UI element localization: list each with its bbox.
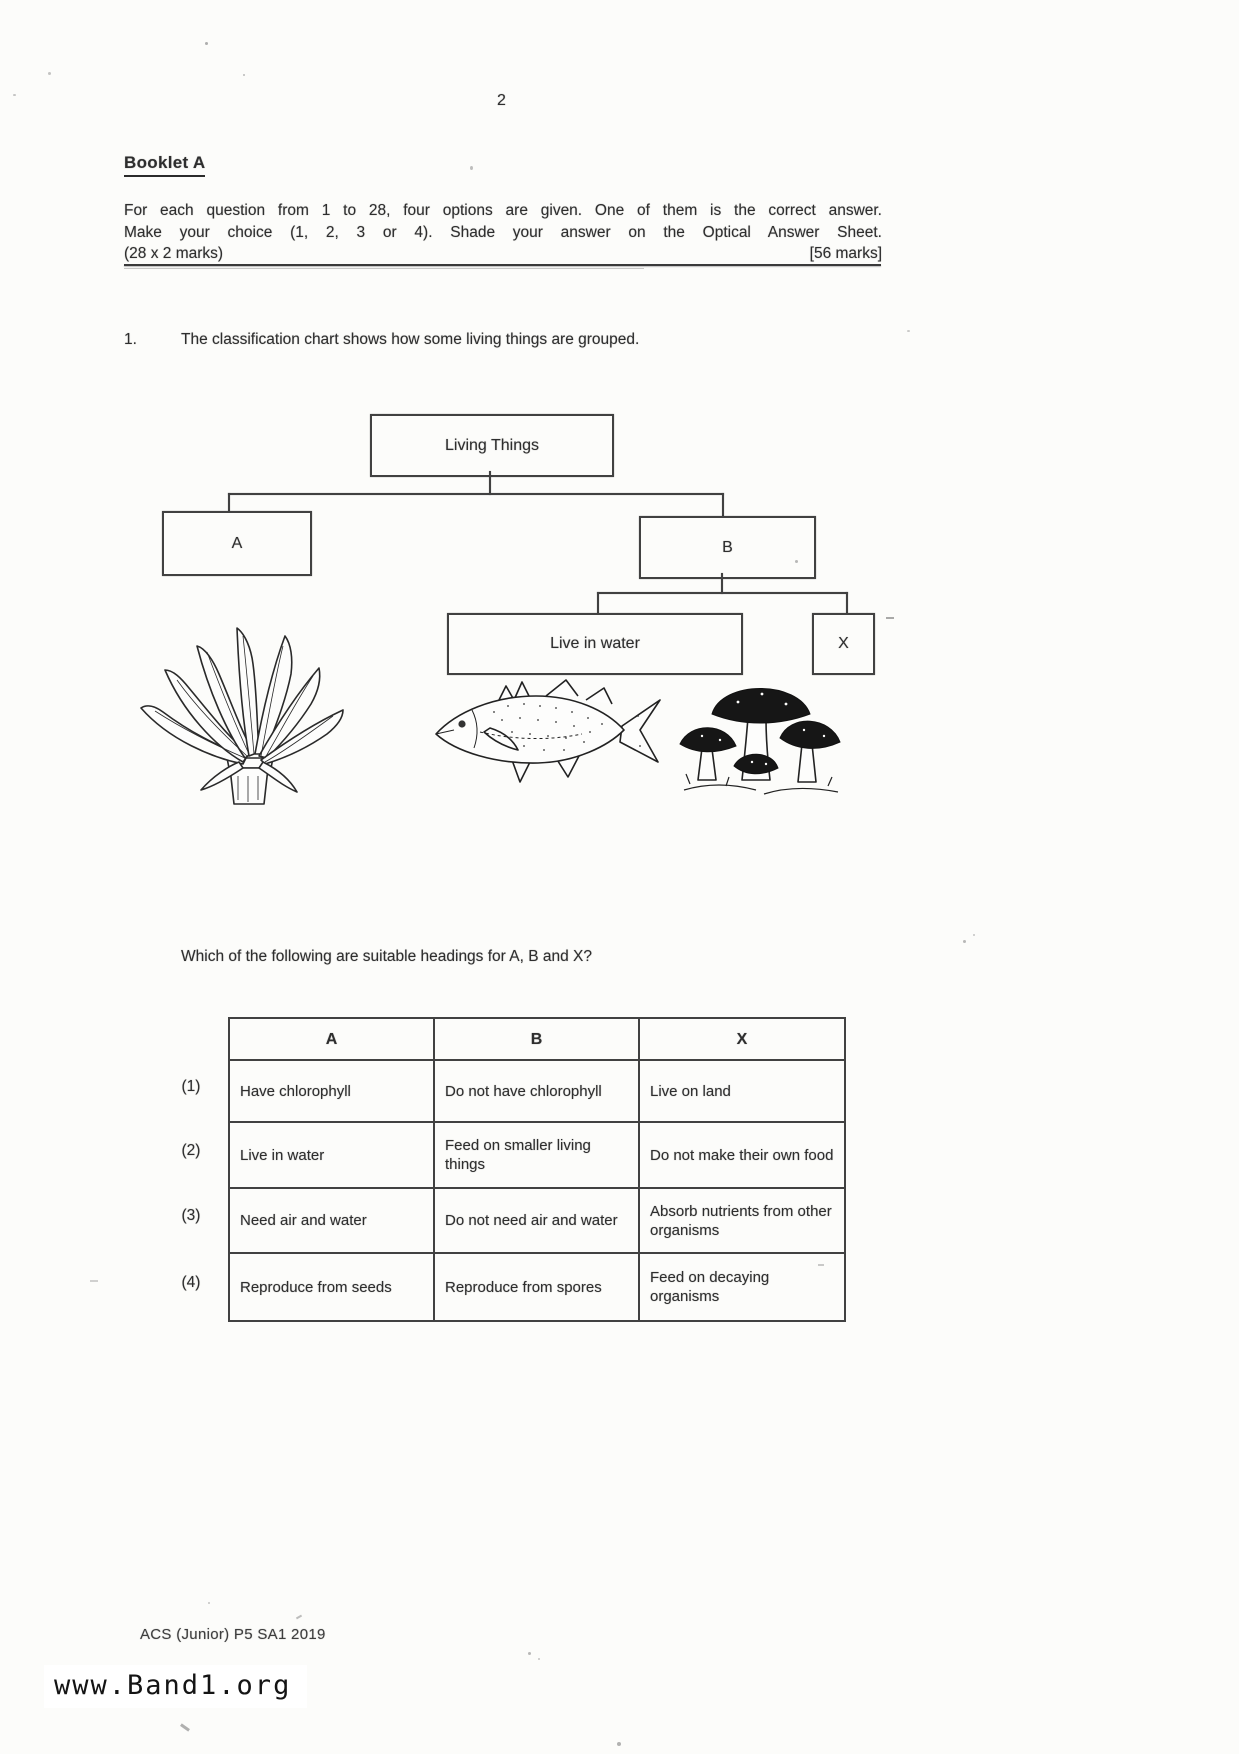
sub-question-text: Which of the following are suitable headings for A, B and X? <box>181 948 592 965</box>
chart-connector <box>228 493 724 495</box>
chart-box-x: X <box>812 613 875 675</box>
scan-speck <box>963 940 966 943</box>
marks-note: (28 x 2 marks) <box>124 245 224 262</box>
scan-speck <box>617 1742 621 1746</box>
scan-speck <box>528 1652 531 1655</box>
cell-option3-x: Absorb nutrients from other organisms <box>639 1188 845 1253</box>
scan-speck <box>818 1264 824 1266</box>
mushrooms-illustration <box>678 662 848 804</box>
cell-option1-x: Live on land <box>639 1060 845 1122</box>
scan-speck <box>795 560 798 563</box>
chart-connector <box>597 592 599 614</box>
scan-speck <box>538 1658 540 1660</box>
scan-speck <box>470 166 473 170</box>
scan-speck <box>48 72 51 75</box>
cell-option4-x: Feed on decaying organisms <box>639 1253 845 1321</box>
fish-illustration <box>428 672 668 800</box>
instruction-line-2: Make your choice (1, 2, 3 or 4). Shade your answer on the Optical Answer Sheet. <box>124 223 882 241</box>
scan-speck <box>90 1280 98 1282</box>
scan-speck <box>243 74 245 76</box>
chart-box-living-things: Living Things <box>370 414 614 477</box>
table-header-a: A <box>229 1018 434 1060</box>
scan-speck <box>13 94 16 96</box>
cell-option3-b: Do not need air and water <box>434 1188 639 1253</box>
chart-connector <box>846 592 848 614</box>
watermark: www.Band1.org <box>44 1665 307 1708</box>
chart-box-a: A <box>162 511 312 576</box>
cell-option4-b: Reproduce from spores <box>434 1253 639 1321</box>
table-row <box>229 1188 845 1253</box>
cell-option3-a: Need air and water <box>229 1188 434 1253</box>
table-row <box>229 1253 845 1321</box>
scan-speck <box>208 1602 210 1604</box>
scan-speck <box>907 330 910 332</box>
option-label-3: (3) <box>181 1207 201 1224</box>
chart-connector <box>597 592 848 594</box>
footer-text: ACS (Junior) P5 SA1 2019 <box>140 1626 326 1643</box>
plant-illustration <box>135 608 355 808</box>
cell-option1-a: Have chlorophyll <box>229 1060 434 1122</box>
instructions <box>124 200 882 265</box>
scan-speck <box>886 617 894 619</box>
cell-option1-b: Do not have chlorophyll <box>434 1060 639 1122</box>
chart-connector <box>228 493 230 513</box>
options-table <box>228 1017 846 1322</box>
chart-connector <box>722 493 724 518</box>
cell-option2-x: Do not make their own food <box>639 1122 845 1188</box>
table-header-row <box>229 1018 845 1060</box>
option-label-1: (1) <box>181 1078 201 1095</box>
section-divider-echo <box>124 268 644 269</box>
chart-box-live-in-water: Live in water <box>447 613 743 675</box>
instruction-line-1: For each question from 1 to 28, four options are given. One of them is the correct answer. <box>124 202 882 219</box>
question-number: 1. <box>124 331 137 348</box>
chart-connector <box>489 471 491 495</box>
page-number: 2 <box>497 92 506 109</box>
chart-connector <box>721 573 723 594</box>
booklet-title: Booklet A <box>124 153 205 177</box>
cell-option2-a: Live in water <box>229 1122 434 1188</box>
scan-speck <box>205 42 208 45</box>
chart-box-b: B <box>639 516 816 579</box>
option-label-4: (4) <box>181 1274 201 1291</box>
scan-speck <box>296 1615 302 1620</box>
table-header-x: X <box>639 1018 845 1060</box>
section-divider <box>124 264 881 266</box>
option-label-2: (2) <box>181 1142 201 1159</box>
table-row <box>229 1122 845 1188</box>
marks-total: [56 marks] <box>809 245 882 262</box>
question-text: The classification chart shows how some living things are grouped. <box>181 331 640 348</box>
cell-option4-a: Reproduce from seeds <box>229 1253 434 1321</box>
scan-speck <box>973 934 975 936</box>
scan-speck <box>180 1723 190 1731</box>
cell-option2-b: Feed on smaller living things <box>434 1122 639 1188</box>
table-row <box>229 1060 845 1122</box>
table-header-b: B <box>434 1018 639 1060</box>
